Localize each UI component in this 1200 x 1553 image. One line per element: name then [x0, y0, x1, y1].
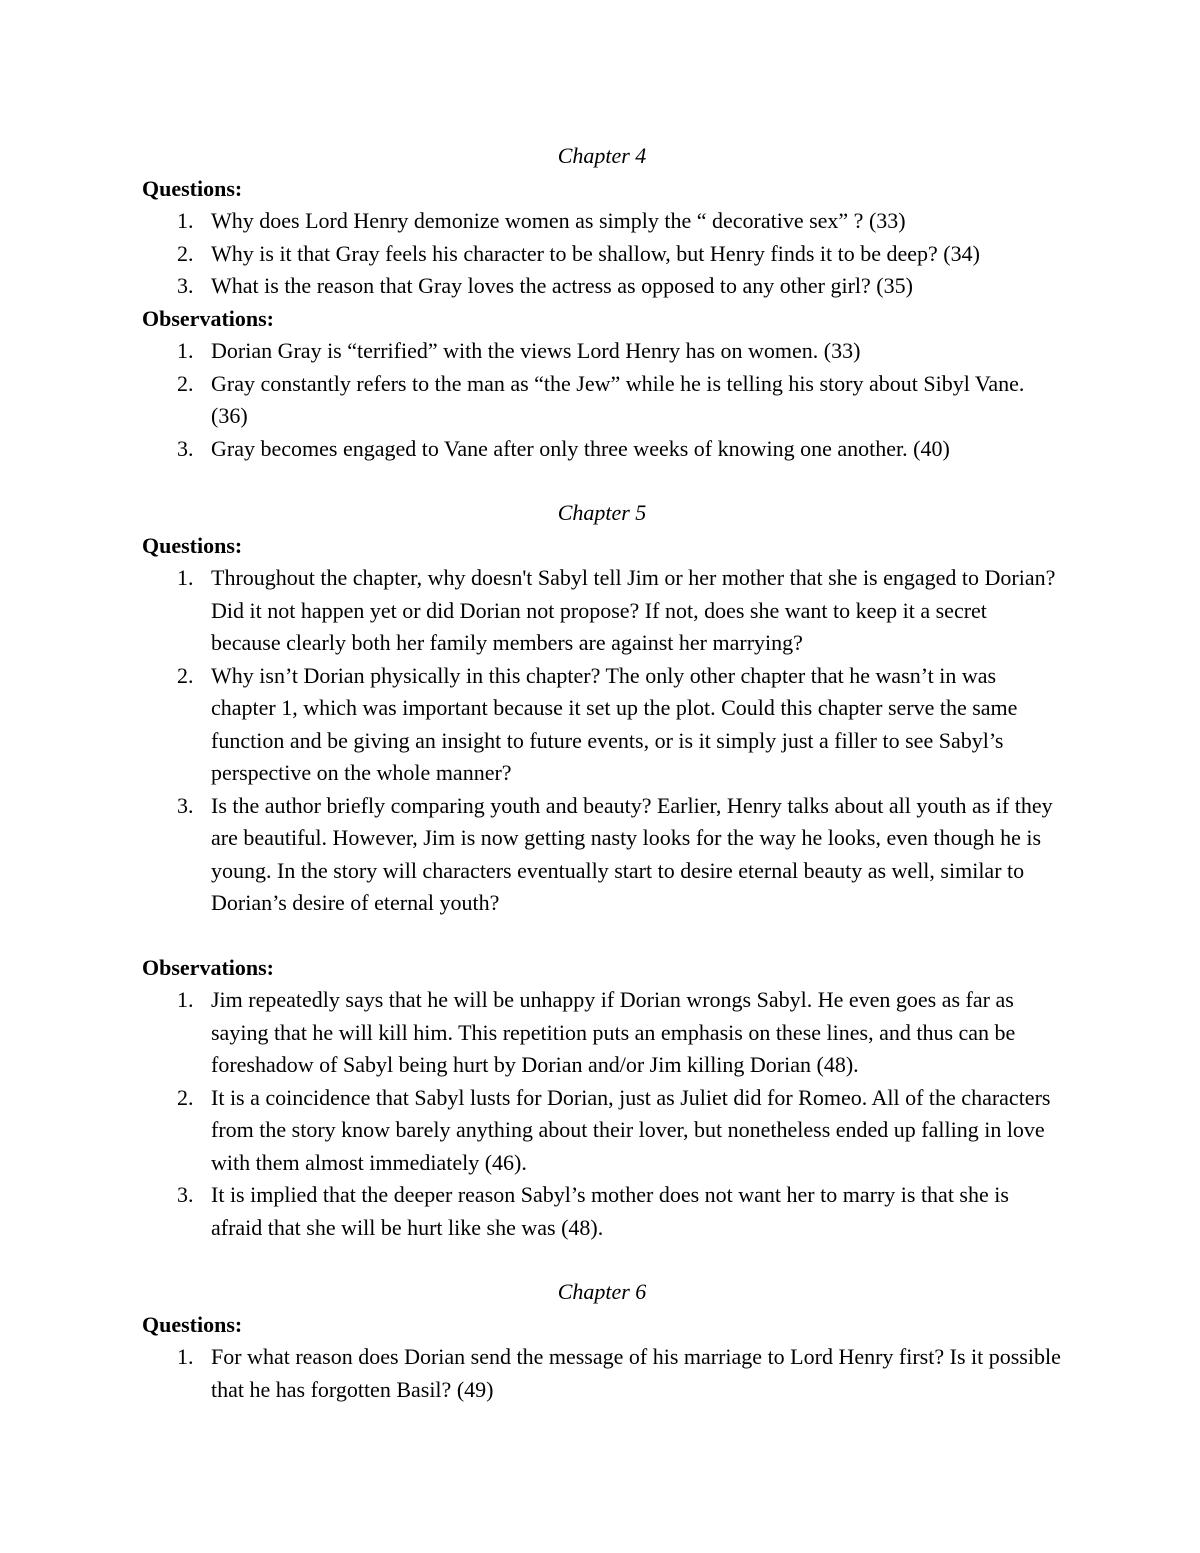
list-item-text: Jim repeatedly says that he will be unhappy if Dorian wrongs Sabyl. He even goes as far as saying that he will kill him. This repetition puts an emphasis on these lines, and thus can be foreshadow of Sabyl being hurt by Dorian and/or Jim killing Dorian (48).: [211, 987, 1016, 1077]
observations-list: [142, 984, 1062, 1244]
document-body: [142, 140, 1062, 1406]
list-item: [142, 1082, 1062, 1180]
list-item: [142, 205, 1062, 238]
chapter-title: Chapter 6: [557, 1279, 647, 1304]
list-item: [142, 433, 1062, 466]
list-number: 2.: [177, 370, 194, 396]
list-item-text: It is implied that the deeper reason Sabyl’s mother does not want her to marry is that she is afraid that she will be hurt like she was (48).: [211, 1182, 1009, 1240]
list-item: [142, 790, 1062, 920]
questions-heading: Questions:: [142, 532, 243, 558]
observations-heading: Observations:: [142, 954, 274, 980]
questions-list: [142, 562, 1062, 920]
chapter-title: Chapter 4: [557, 143, 647, 168]
list-item: [142, 368, 1062, 433]
list-number: 1.: [177, 338, 194, 363]
spacer: [142, 920, 1062, 952]
questions-heading: Questions:: [142, 1311, 243, 1337]
list-number: 2.: [177, 1084, 194, 1110]
list-item-text: What is the reason that Gray loves the actress as opposed to any other girl? (35): [211, 273, 913, 298]
observations-list: [142, 335, 1062, 465]
list-item-text: It is a coincidence that Sabyl lusts for Dorian, just as Juliet did for Romeo. All of the characters from the story know barely anything about their lover, but nonetheless ended up falling in love with them almost immediately (46).: [211, 1084, 1051, 1175]
list-number: 3.: [177, 435, 194, 461]
list-item-text: Why isn’t Dorian physically in this chapter? The only other chapter that he wasn’t in was chapter 1, which was important because it set up the plot. Could this chapter serve the same function and be giving an insight to future events, or is it simply just a filler to see Sabyl’s perspective on the whole manner?: [211, 662, 1018, 785]
list-number: 1.: [177, 1344, 194, 1369]
questions-list: [142, 205, 1062, 303]
list-item: [142, 660, 1062, 790]
list-number: 1.: [177, 987, 194, 1012]
chapter-6-section: [142, 1276, 1062, 1406]
list-number: 1.: [177, 208, 194, 233]
chapter-title: Chapter 5: [557, 500, 647, 525]
list-item: [142, 1341, 1062, 1406]
list-item: [142, 984, 1062, 1082]
list-number: 3.: [177, 273, 194, 298]
list-item: [142, 562, 1062, 660]
list-item-text: Throughout the chapter, why doesn't Sabyl tell Jim or her mother that she is engaged to Dorian? Did it not happen yet or did Dorian not propose? If not, does she want to keep it a secret because clearly both her family members are against her marrying?: [211, 565, 1056, 655]
questions-list: [142, 1341, 1062, 1406]
chapter-5-section: [142, 497, 1062, 1244]
list-number: 2.: [177, 662, 194, 688]
list-item: [142, 1179, 1062, 1244]
list-item-text: Dorian Gray is “terrified” with the views Lord Henry has on women. (33): [211, 338, 861, 363]
spacer: [142, 1244, 1062, 1276]
list-number: 2.: [177, 240, 194, 266]
questions-heading: Questions:: [142, 175, 243, 201]
list-item-text: Gray constantly refers to the man as “the Jew” while he is telling his story about Sibyl Vane. (36): [211, 370, 1025, 428]
list-item: [142, 238, 1062, 271]
list-item-text: For what reason does Dorian send the message of his marriage to Lord Henry first? Is it possible that he has forgotten Basil? (49): [211, 1344, 1061, 1402]
list-item: [142, 270, 1062, 303]
list-item-text: Why is it that Gray feels his character to be shallow, but Henry finds it to be deep? (34): [211, 240, 980, 266]
list-item-text: Gray becomes engaged to Vane after only three weeks of knowing one another. (40): [211, 435, 950, 461]
observations-heading: Observations:: [142, 305, 274, 331]
list-item-text: Is the author briefly comparing youth and beauty? Earlier, Henry talks about all youth as if they are beautiful. However, Jim is now getting nasty looks for the way he looks, even though he is young. In the story will characters eventually start to desire eternal beauty as well, similar to Dorian’s desire of eternal youth?: [211, 792, 1053, 915]
spacer: [142, 465, 1062, 497]
list-number: 3.: [177, 1182, 194, 1207]
list-item-text: Why does Lord Henry demonize women as simply the “ decorative sex” ? (33): [211, 208, 906, 233]
list-number: 3.: [177, 792, 194, 818]
list-number: 1.: [177, 565, 194, 590]
chapter-4-section: [142, 140, 1062, 465]
list-item: [142, 335, 1062, 368]
